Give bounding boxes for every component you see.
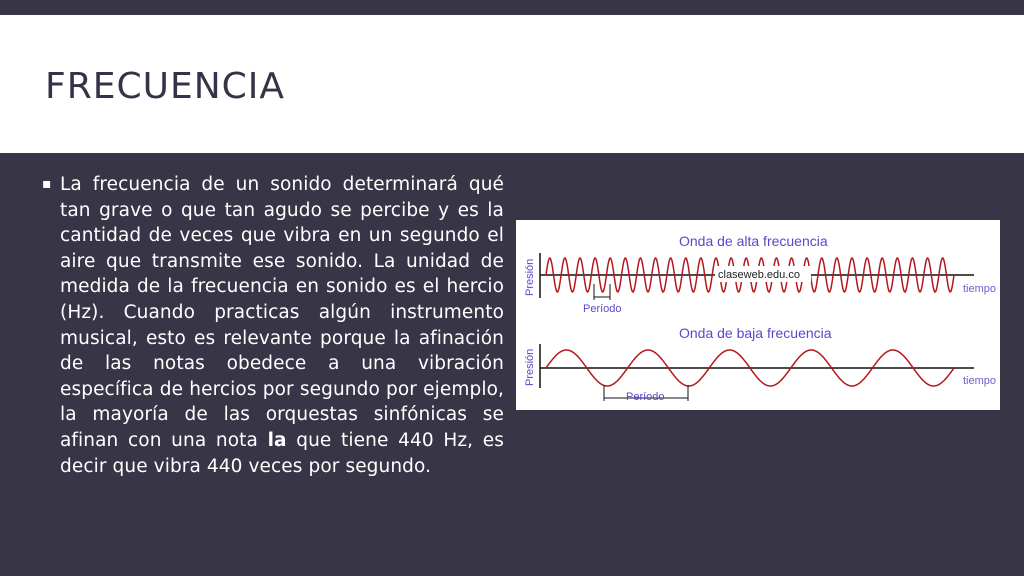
frequency-diagram [516, 220, 1000, 410]
low-period-label: Período [626, 391, 665, 403]
bullet-square-icon: ▪ [42, 176, 52, 192]
slide-title: FRECUENCIA [45, 66, 286, 107]
credit-text: claseweb.edu.co [718, 269, 800, 281]
high-wave-title: Onda de alta frecuencia [679, 233, 828, 249]
high-period-label: Período [583, 303, 622, 315]
low-y-label: Presión [524, 348, 536, 386]
bullet-text-part2: que tiene 440 Hz, es decir que vibra 440 veces por segundo. [60, 429, 505, 477]
low-x-label: tiempo [963, 375, 997, 387]
bullet-text-bold: la [267, 429, 287, 451]
high-y-label: Presión [524, 258, 536, 296]
high-x-label: tiempo [963, 283, 997, 295]
bullet-paragraph [60, 172, 504, 479]
low-wave-title: Onda de baja frecuencia [679, 325, 832, 341]
bullet-text-part1: La frecuencia de un sonido determinará qué tan grave o que tan agudo se percibe y es la cantidad de veces que vibra en un segundo el aire que transmite ese sonido. La unidad de medida de la frecuencia en sonido es el hercio (Hz). Cuando practicas algún instrumento musical, esto es relevante porque la afinación de las notas obedece a una vibración específica de hercios por segundo por ejemplo, la mayoría de las orquestas sinfónicas se afinan con una nota [60, 174, 504, 451]
bullet-list [42, 172, 504, 479]
